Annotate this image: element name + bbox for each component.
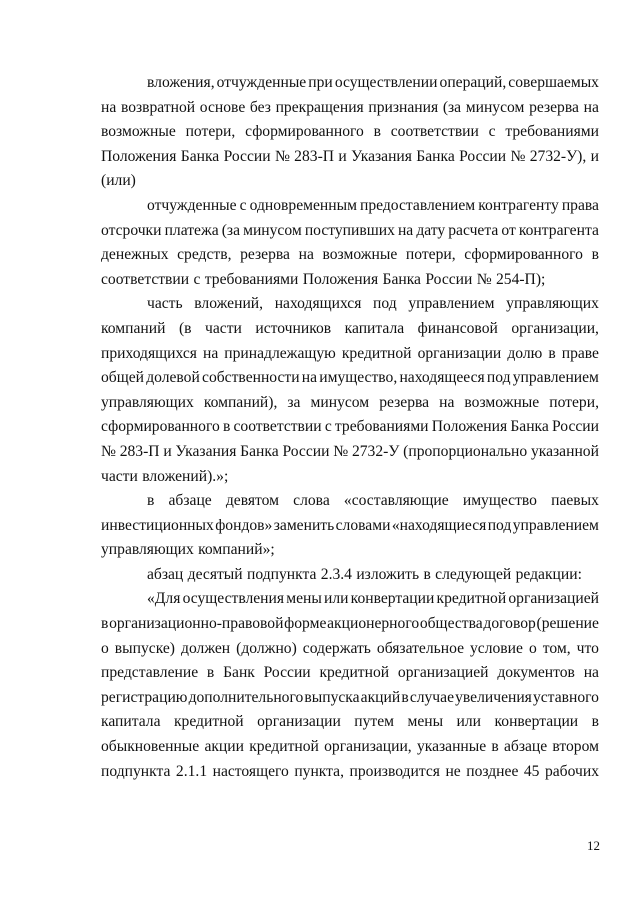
text-line: отсрочки платежа (за минусом поступивших на дату расчета от контрагента	[101, 221, 599, 239]
text-line: денежных средств, резерва на возможные потери, сформированного в	[101, 246, 599, 264]
text-line: подпункта 2.1.1 настоящего пункта, производится не позднее 45 рабочих	[101, 762, 599, 780]
text-line: части вложений).»;	[101, 467, 229, 485]
text-line: управляющих компаний»;	[101, 541, 275, 559]
text-line: представление в Банк России кредитной организацией документов на	[101, 664, 599, 682]
text-line: в абзаце девятом слова «составляющие имущество паевых	[147, 492, 599, 510]
text-line: о выпуске) должен (должно) содержать обязательное условие о том, что	[101, 639, 599, 657]
text-line: инвестиционных фондов» заменить словами «находящиеся под управлением	[101, 516, 599, 534]
text-line: капитала кредитной организации путем мены или конвертации в	[101, 713, 599, 731]
body-text	[101, 71, 599, 784]
page-number: 12	[587, 838, 600, 853]
text-line: отчужденные с одновременным предоставлением контрагенту права	[147, 196, 599, 214]
text-line: регистрацию дополнительного выпуска акций в случае увеличения уставного	[101, 688, 599, 706]
text-line: № 283-П и Указания Банка России № 2732-У (пропорционально указанной	[101, 442, 599, 460]
text-line: абзац десятый подпункта 2.3.4 изложить в следующей редакции:	[147, 565, 582, 583]
text-line: приходящихся на принадлежащую кредитной организации долю в праве	[101, 344, 599, 362]
text-line: на возвратной основе без прекращения признания (за минусом резерва на	[101, 98, 599, 116]
text-line: в организационно-правовой форме акционерного общества договор (решение	[101, 615, 599, 633]
text-line: (или)	[101, 172, 136, 190]
text-line: сформированного в соответствии с требованиями Положения Банка России	[101, 418, 599, 436]
text-line: общей долевой собственности на имущество, находящееся под управлением	[101, 369, 599, 387]
text-line: обыкновенные акции кредитной организации, указанные в абзаце втором	[101, 738, 599, 756]
text-line: часть вложений, находящихся под управлением управляющих	[147, 295, 599, 313]
text-line: Положения Банка России № 283-П и Указания Банка России № 2732-У), и	[101, 147, 599, 165]
text-line: возможные потери, сформированного в соответствии с требованиями	[101, 123, 599, 141]
text-line: вложения, отчужденные при осуществлении операций, совершаемых	[147, 74, 599, 91]
text-line: «Для осуществления мены или конвертации кредитной организацией	[147, 590, 599, 608]
text-line: соответствии с требованиями Положения Банка России № 254-П);	[101, 270, 546, 288]
text-line: управляющих компаний), за минусом резерва на возможные потери,	[101, 393, 599, 411]
text-line: компаний (в части источников капитала финансовой организации,	[101, 319, 599, 337]
